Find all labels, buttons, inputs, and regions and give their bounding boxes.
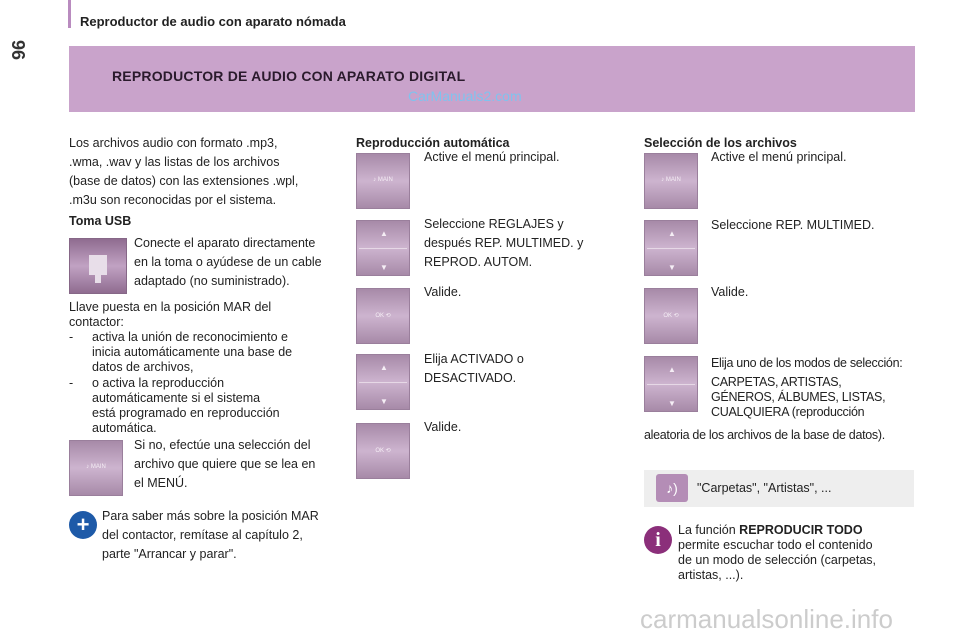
updown-button-right-1[interactable]: ▲ ▼ xyxy=(644,220,698,276)
menu-text: Si no, efectúe una selección del archivo que quiere que se lea en el MENÚ. xyxy=(134,438,316,490)
watermark-bottom: carmanualsonline.info xyxy=(640,604,893,634)
file-selection-title: Selección de los archivos xyxy=(644,136,797,150)
select-step-4-a: Elija uno de los modos de selección: CARPETAS, ARTISTAS, GÉNEROS, ÁLBUMES, LISTAS, CUALQUIERA (reproducción xyxy=(711,356,903,419)
updown-button-middle-1[interactable]: ▲ ▼ xyxy=(356,220,410,276)
ok-button-middle-2[interactable]: OK ⟲ xyxy=(356,423,410,479)
plus-icon: + xyxy=(69,511,97,539)
usb-text: Conecte el aparato directamente en la toma o ayúdese de un cable adaptado (no suministrado). xyxy=(134,236,322,288)
main-button-right[interactable]: ♪ MAIN xyxy=(644,153,698,209)
auto-step-3: Valide. xyxy=(424,285,462,299)
select-step-3: Valide. xyxy=(711,285,749,299)
auto-step-5: Valide. xyxy=(424,420,462,434)
bullet-2: o activa la reproducción automáticamente si el sistema está programado en reproducción automática. xyxy=(92,376,280,435)
voice-command-icon: ♪) xyxy=(656,474,688,502)
page-number: 96 xyxy=(8,40,28,61)
auto-step-2: Seleccione REGLAJES y después REP. MULTIMED. y REPROD. AUTOM. xyxy=(424,217,584,269)
auto-step-1: Active el menú principal. xyxy=(424,150,560,164)
updown-button-middle-2[interactable]: ▲ ▼ xyxy=(356,354,410,410)
page-header: Reproductor de audio con aparato nómada xyxy=(80,14,346,29)
note-text: Para saber más sobre la posición MAR del contactor, remítase al capítulo 2, parte "Arrancar y parar". xyxy=(102,509,319,561)
info-icon: i xyxy=(644,526,672,554)
usb-stem-shape xyxy=(95,273,101,283)
bullet-dash-1: - xyxy=(69,330,74,344)
key-text: Llave puesta en la posición MAR del contactor: xyxy=(69,300,272,329)
select-step-4-b: aleatoria de los archivos de la base de datos). xyxy=(644,428,885,442)
updown-button-right-2[interactable]: ▲ ▼ xyxy=(644,356,698,412)
main-button-middle[interactable]: ♪ MAIN xyxy=(356,153,410,209)
main-button-left[interactable]: ♪ MAIN xyxy=(69,440,123,496)
section-title: REPRODUCTOR DE AUDIO CON APARATO DIGITAL xyxy=(112,68,466,84)
info-text: La función REPRODUCIR TODO permite escuchar todo el contenido de un modo de selección (carpetas, artistas, ...). xyxy=(678,523,877,582)
select-step-2: Seleccione REP. MULTIMED. xyxy=(711,218,875,232)
usb-plug-shape xyxy=(89,255,107,275)
auto-step-4: Elija ACTIVADO o DESACTIVADO. xyxy=(424,352,524,385)
intro-text: Los archivos audio con formato .mp3, .wma, .wav y las listas de los archivos (base de datos) con las extensiones .wpl, .m3u son reconocidas por el sistema. xyxy=(69,136,299,207)
select-step-1: Active el menú principal. xyxy=(711,150,847,164)
usb-title: Toma USB xyxy=(69,214,132,228)
voice-example-text: "Carpetas", "Artistas", ... xyxy=(697,481,832,495)
usb-port-icon xyxy=(69,238,127,294)
bullet-dash-2: - xyxy=(69,376,74,390)
bullet-1: activa la unión de reconocimiento e inicia automáticamente una base de datos de archivos, xyxy=(92,330,293,374)
watermark-top: CarManuals2.com xyxy=(408,88,522,104)
accent-bar xyxy=(68,0,71,28)
ok-button-right[interactable]: OK ⟲ xyxy=(644,288,698,344)
ok-button-middle-1[interactable]: OK ⟲ xyxy=(356,288,410,344)
auto-play-title: Reproducción automática xyxy=(356,136,510,150)
